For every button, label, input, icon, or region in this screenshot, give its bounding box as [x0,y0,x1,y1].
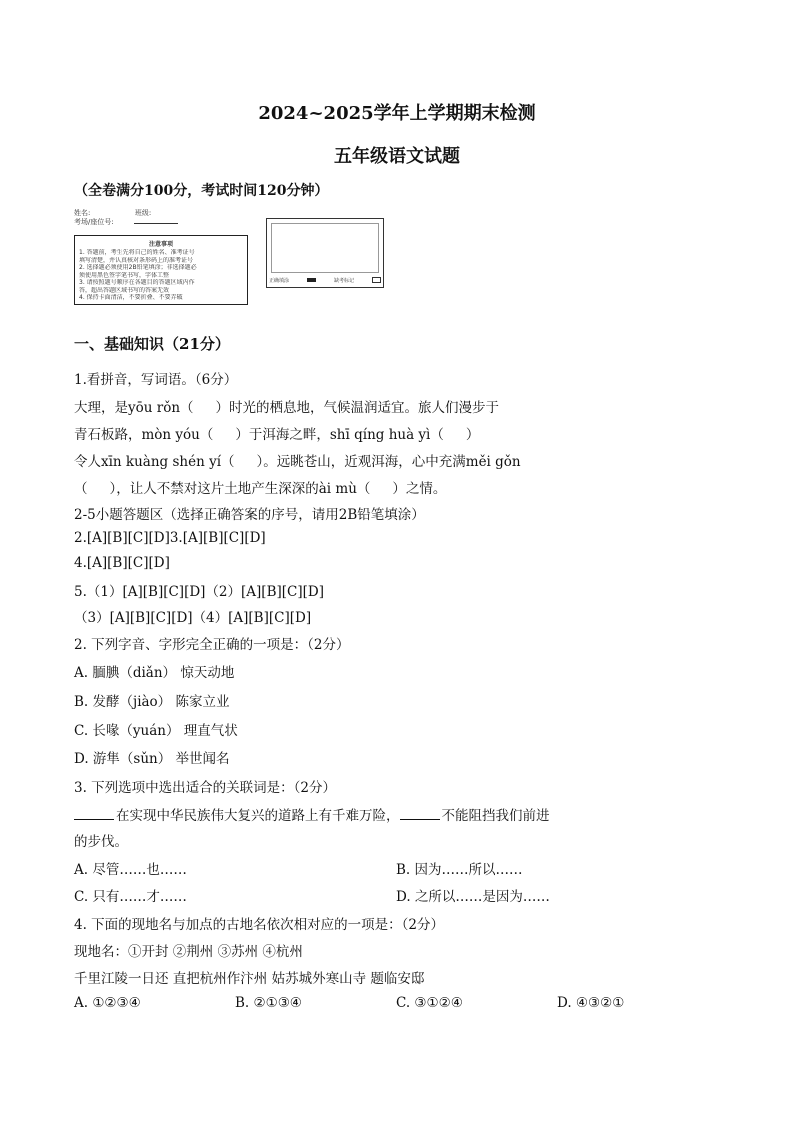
q3-option: C. 只有……才…… [74,889,187,905]
question-1-line [74,450,521,470]
q2-option: D. 游隼（sǔn） 举世闻名 [74,751,230,767]
class-label: 班级: [134,209,152,217]
q4-option: B. ②①③④ [235,995,302,1011]
notice-line: 2. 选择题必须使用2B铅笔填涂；非选择题必 [79,264,197,271]
q1-text: 令人xīn kuàng shén yí（ [74,454,235,470]
q4-option: C. ③①②④ [396,995,463,1011]
question-1-title: 1.看拼音，写词语。（6分） [74,372,238,388]
q1-text: ），让人不禁对这片土地产生深深的ài mù（ [109,481,371,497]
missing-exam-label: 缺考标记 [333,277,354,284]
q1-text: 青石板路，mòn yóu（ [74,427,214,443]
q4-option: A. ①②③④ [74,995,141,1011]
notice-line: 须使用黑色签字笔书写，字体工整 [79,271,170,279]
name-label: 姓名: [74,209,91,217]
q3-option: B. 因为……所以…… [396,862,523,878]
question-3-line: 的步伐。 [74,834,128,850]
section-heading: 一、基础知识（21分） [74,335,230,353]
exam-subtitle: 五年级语文试题 [334,146,460,167]
student-info [74,209,254,227]
question-4-line: 现地名：①开封 ②荆州 ③苏州 ④杭州 [74,944,303,960]
exam-note: （全卷满分100分，考试时间120分钟） [74,183,329,199]
answer-bubbles-line[interactable]: 4.[A][B][C][D] [74,555,170,571]
q3-text: 在实现中华民族伟大复兴的道路上有千难万险， [116,808,400,824]
notice-line: 3. 请按照题号顺序在各题目的答题区域内作 [79,279,195,286]
notice-title: 注意事项 [148,241,173,248]
exam-title: 2024~2025学年上学期期末检测 [258,103,536,124]
question-2-title: 2. 下列字音、字形完全正确的一项是：（2分） [74,637,350,653]
q3-text: 不能阻挡我们前进 [441,808,550,824]
q1-text: （ [74,481,88,497]
answer-bubbles-line[interactable]: 5.（1）[A][B][C][D]（2）[A][B][C][D] [74,584,324,600]
fill-sample-icon [307,278,316,282]
barcode-area [266,218,384,288]
answer-blank[interactable] [74,807,114,820]
question-1-line [74,477,446,497]
q3-option: A. 尽管……也…… [74,862,187,878]
missing-exam-checkbox[interactable] [372,277,381,283]
notice-line: 答，超出答题区域书写的答案无效 [79,286,170,294]
q2-option: B. 发酵（jiào） 陈家立业 [74,694,230,710]
q1-text: ）于洱海之畔，shī qíng huà yì（ [235,427,444,443]
question-1-line [74,423,479,443]
q1-text: ） [465,427,480,443]
q1-text: ）。远眺苍山，近观洱海，心中充满měi gǒn [256,454,521,470]
q1-text: 大理，是yōu rǒn（ [74,400,194,416]
notice-line: 填写清楚，并认真核对条形码上的准考证号 [79,256,194,264]
notice-line: 1. 答题前，考生先将自己的姓名、准考证号 [79,249,195,256]
barcode-sticker-slot [271,223,379,273]
question-3-title: 3. 下列选项中选出适合的关联词是：（2分） [74,780,337,796]
question-4-title: 4. 下面的现地名与加点的古地名依次相对应的一项是：（2分） [74,917,445,933]
q1-text: ）时光的栖息地，气候温润适宜。旅人们漫步于 [215,400,500,416]
q3-option: D. 之所以……是因为…… [396,889,550,905]
question-3-line [74,804,550,824]
answer-bubbles-line[interactable]: 2.[A][B][C][D]3.[A][B][C][D] [74,530,266,546]
answer-area-note: 2-5小题答题区（选择正确答案的序号，请用2B铅笔填涂） [74,507,425,523]
answer-bubbles-line[interactable]: （3）[A][B][C][D]（4）[A][B][C][D] [74,610,312,626]
question-4-line: 千里江陵一日还 直把杭州作汴州 姑苏城外寒山寺 题临安邸 [74,971,425,987]
question-1-line [74,396,499,416]
answer-blank[interactable] [400,807,440,820]
q4-option: D. ④③②① [557,995,625,1011]
correct-fill-label: 正确填涂 [269,277,290,284]
notice-box [74,235,248,305]
q2-option: C. 长喙（yuán） 理直气状 [74,723,238,739]
q2-option: A. 腼腆（diǎn） 惊天动地 [74,665,235,681]
notice-line: 4. 保持卡面清洁，不要折叠、不要弄破 [79,294,183,301]
seat-label: 考场/座位号: [74,218,114,226]
q1-text: ）之情。 [392,481,447,497]
